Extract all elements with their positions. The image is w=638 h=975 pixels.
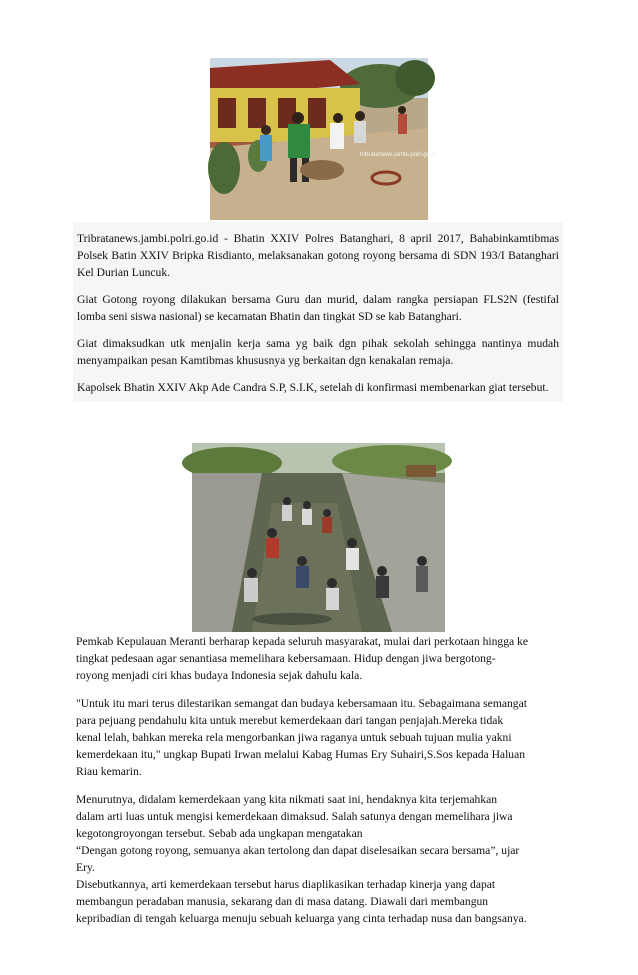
- text-line: Pemkab Kepulauan Meranti berharap kepada seluruh masyarakat, mulai dari perkotaan hingga ke: [76, 635, 528, 648]
- text-line: dalam arti luas untuk mengisi kemerdekaan dimaksud. Salah satunya dengan memelihara jiwa: [76, 810, 513, 823]
- text-line: "Untuk itu mari terus dilestarikan semangat dan budaya kebersamaan itu. Sebagaimana semangat: [76, 697, 527, 710]
- text-line: para pejuang pendahulu kita untuk merebut kemerdekaan dari tangan penjajah.Mereka tidak: [76, 714, 504, 727]
- text-line: kegotongroyongan tersebut. Sebab ada ungkapan mengatakan: [76, 827, 363, 840]
- article-1-paragraph: Giat Gotong royong dilakukan bersama Guru dan murid, dalam rangka persiapan FLS2N (festifal lomba seni siswa nasional) se kecamatan Bhatin dan tingkat SD se kab Batanghari.: [77, 293, 559, 323]
- canal-cleaning-photo: [192, 443, 445, 632]
- text-line: Disebutkannya, arti kemerdekaan tersebut harus diaplikasikan terhadap kinerja yang dapat: [76, 878, 496, 891]
- text-line: tingkat pedesaan agar senantiasa memelihara kebersamaan. Hidup dengan jiwa bergotong-: [76, 652, 496, 665]
- text-line: Ery.: [76, 861, 95, 874]
- article-2-paragraph: [76, 633, 566, 684]
- text-line: kepribadian di tengah keluarga menuju sebuah keluarga yang cinta terhadap nusa dan bangsanya.: [76, 912, 527, 925]
- article-1: [73, 222, 563, 402]
- text-line: kemerdekaan itu," ungkap Bupati Irwan melalui Kabag Humas Ery Suhairi,S.Sos kepada Haluan: [76, 748, 526, 761]
- article-2: [76, 633, 566, 927]
- text-line: Riau kemarin.: [76, 765, 142, 778]
- text-line: Menurutnya, didalam kemerdekaan yang kita nikmati saat ini, hendaknya kita terjemahkan: [76, 793, 498, 806]
- article-1-paragraph: Kapolsek Bhatin XXIV Akp Ade Candra S.P, S.I.K, setelah di konfirmasi membenarkan giat tersebut.: [77, 381, 549, 394]
- text-line: kenal lelah, bahkan mereka rela mengorbankan jiwa raganya untuk sebuah tujuan mulia yakni: [76, 731, 512, 744]
- article-1-paragraph: Giat dimaksudkan utk menjalin kerja sama yg baik dgn pihak sekolah sehingga nantinya mudah menyampaikan pesan Kamtibmas khususnya yg berkaitan dgn kenakalan remaja.: [77, 337, 559, 367]
- school-gotong-royong-photo: [210, 58, 437, 220]
- article-1-paragraph: Tribratanews.jambi.polri.go.id - Bhatin XXIV Polres Batanghari, 8 april 2017, Bahabinkamtibmas Polsek Batin XXIV Bripka Risdianto, melaksanakan gotong royong bersama di SDN 193/I Batanghari Kel Durian Luncuk.: [77, 232, 559, 279]
- text-line: royong menjadi ciri khas budaya Indonesia sejak dahulu kala.: [76, 669, 363, 682]
- photo-watermark: tribratanews.jambi.polri.go.id: [360, 152, 437, 158]
- text-line: membangun peradaban manusia, sekarang dan di masa datang. Diawali dari membangun: [76, 895, 489, 908]
- article-2-paragraph: [76, 695, 566, 780]
- article-2-paragraph: [76, 791, 566, 927]
- text-line: “Dengan gotong royong, semuanya akan tertolong dan dapat diselesaikan secara bersama”, ujar: [76, 844, 520, 857]
